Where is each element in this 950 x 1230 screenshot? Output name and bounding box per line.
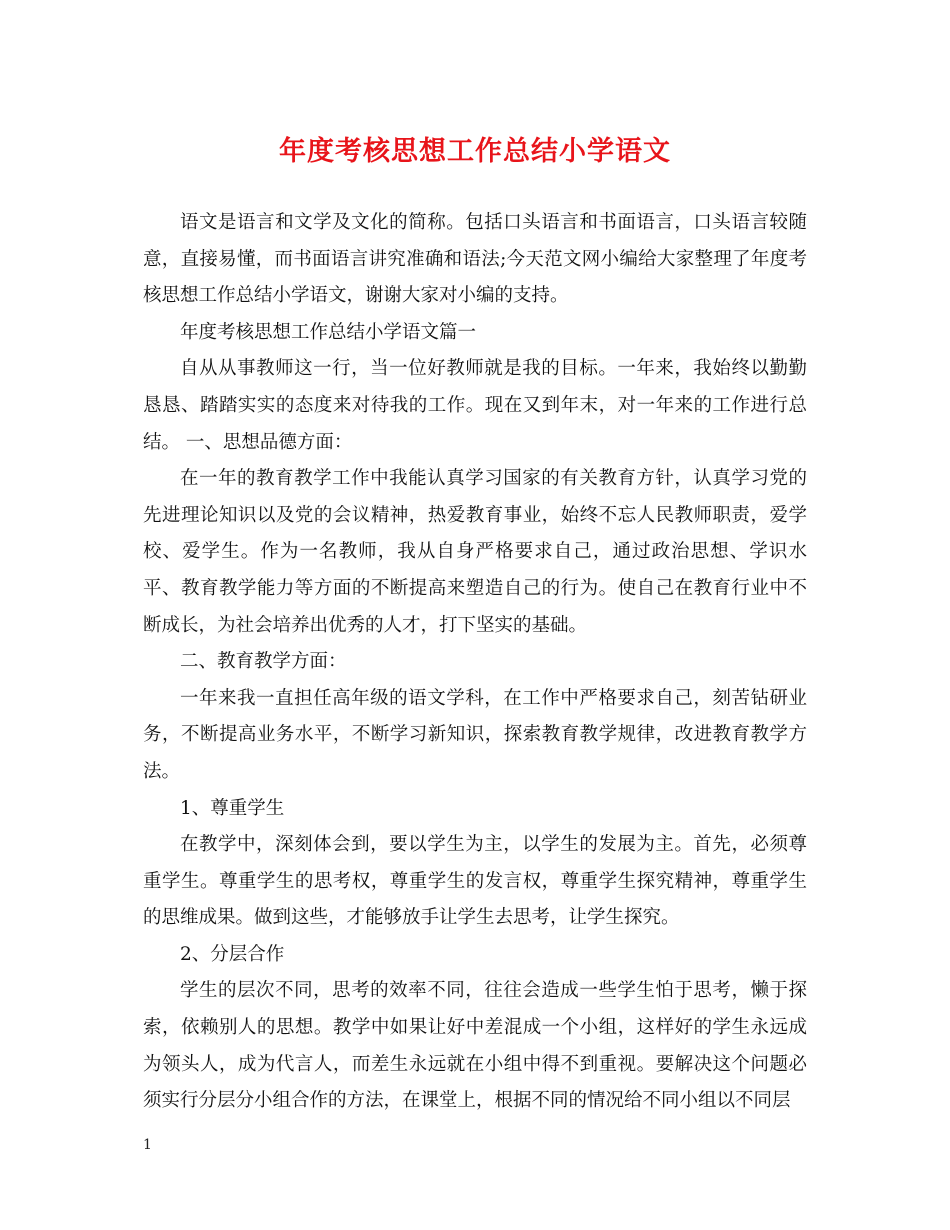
body-paragraph: 学生的层次不同，思考的效率不同，往往会造成一些学生怕于思考，懒于探索，依赖别人的思想。教学中如果让好中差混成一个小组，这样好的学生永远成为领头人，成为代言人，而差生永远就在小组中得不到重视。要解决这个问题必须实行分层分小组合作的方法，在课堂上，根据不同的情况给不同小组以不同层 [143,980,807,1112]
document-title: 年度考核思想工作总结小学语文 [279,136,671,167]
intro-paragraph: 语文是语言和文学及文化的简称。包括口头语言和书面语言，口头语言较随意，直接易懂，而书面语言讲究准确和语法;今天范文网小编给大家整理了年度考核思想工作总结小学语文，谢谢大家对小编的支持。 [143,212,807,307]
section-heading-teaching: 二、教育教学方面： [180,651,347,673]
body-paragraph: 在教学中，深刻体会到，要以学生为主，以学生的发展为主。首先，必须尊重学生。尊重学生的思考权，尊重学生的发言权，尊重学生探究精神，尊重学生的思维成果。做到这些，才能够放手让学生去思考，让学生探究。 [143,834,807,929]
document-body [143,205,807,1120]
body-paragraph: 一年来我一直担任高年级的语文学科，在工作中严格要求自己，刻苦钻研业务，不断提高业务水平，不断学习新知识，探索教育教学规律，改进教育教学方法。 [143,687,807,782]
section-heading-part-one: 年度考核思想工作总结小学语文篇一 [180,321,477,343]
body-paragraph: 自从从事教师这一行，当一位好教师就是我的目标。一年来，我始终以勤勤恳恳、踏踏实实的态度来对待我的工作。现在又到年末，对一年来的工作进行总结。 一、思想品德方面： [143,358,807,453]
subheading-respect-students: 1、尊重学生 [180,797,285,819]
page-number: 1 [143,1137,152,1153]
body-paragraph: 在一年的教育教学工作中我能认真学习国家的有关教育方针，认真学习党的先进理论知识以及党的会议精神，热爱教育事业，始终不忘人民教师职责，爱学校、爱学生。作为一名教师，我从自身严格要求自己，通过政治思想、学识水平、教育教学能力等方面的不断提高来塑造自己的行为。使自己在教育行业中不断成长，为社会培养出优秀的人才，打下坚实的基础。 [143,468,807,636]
subheading-tiered-cooperation: 2、分层合作 [180,943,285,965]
